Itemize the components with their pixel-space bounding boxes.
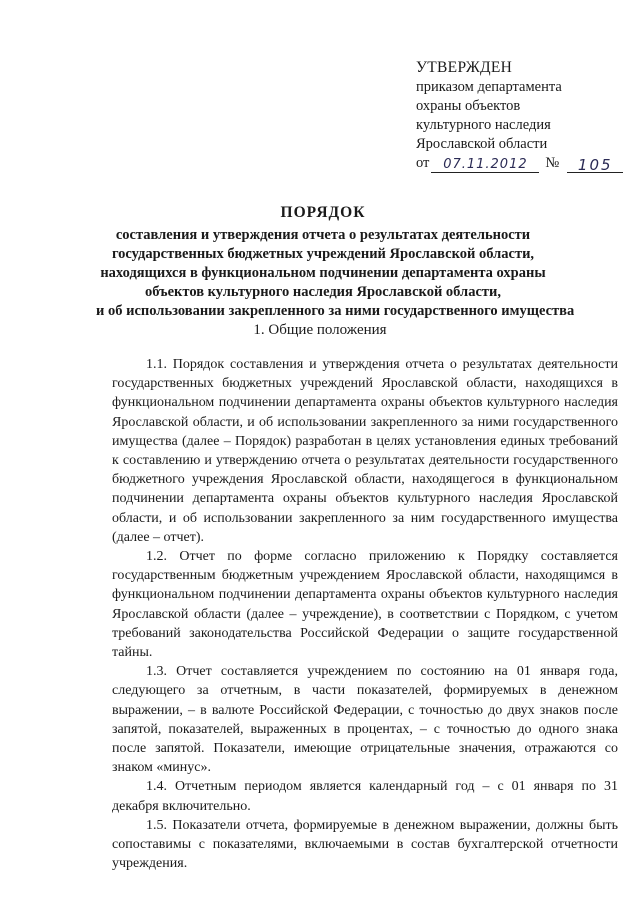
date-prefix: от (416, 155, 430, 171)
approval-line: приказом департамента (416, 79, 562, 95)
title-main: ПОРЯДОК (280, 204, 366, 221)
paragraph: 1.4. Отчетным периодом является календарный год – с 01 января по 31 декабря включительно. (112, 779, 618, 814)
section-heading: 1. Общие положения (253, 322, 387, 338)
title-line: государственных бюджетных учреждений Ярославской области, (111, 246, 535, 262)
title-line: составления и утверждения отчета о результатах деятельности (115, 227, 531, 243)
title-line: и об использовании закрепленного за ними государственного имущества (96, 303, 575, 319)
approval-line: охраны объектов (416, 98, 521, 114)
document-title (96, 203, 575, 321)
approval-line: Ярославской области (416, 136, 548, 152)
approval-stamp (416, 58, 636, 173)
document-body (112, 355, 618, 873)
paragraph: 1.3. Отчет составляется учреждением по состоянию на 01 января года, следующего за отчетным, в части показателей, формируемых в денежном выражении, – в валюте Российской Федерации, с точностью до двух знаков после запятой, показателей, выраженных в процентах, – с точностью до одного знака после запятой. Показатели, имеющие отрицательные значения, отражаются со знаком «минус». (112, 664, 618, 776)
paragraph: 1.1. Порядок составления и утверждения отчета о результатах деятельности государственных бюджетных учреждений Ярославской области, находящихся в функциональном подчинении департамента охраны объектов культурного наследия Ярославской области, и об использовании закрепленного за ними государственного имущества (далее – Порядок) разработан в целях установления единых требований к составлению и утверждению отчета о результатах деятельности государственного бюджетного учреждения Ярославской области, находящегося в функциональном подчинении департамента охраны объектов культурного наследия Ярославской области, и об использовании закрепленного за ним государственного имущества (далее – отчет). (112, 357, 618, 545)
title-line: объектов культурного наследия Ярославской области, (145, 284, 501, 300)
order-date-number-line (416, 154, 636, 173)
handwritten-number: 105 (567, 158, 623, 173)
number-label: № (545, 155, 560, 171)
paragraph: 1.2. Отчет по форме согласно приложению к Порядку составляется государственным бюджетным учреждением Ярославской области, находящимся в функциональном подчинении департамента охраны объектов культурного наследия Ярославской области (далее – учреждение), в соответствии с Порядком, с учетом требований законодательства Российской Федерации о защите государственной тайны. (112, 549, 618, 661)
title-line: находящихся в функциональном подчинении департамента охраны (100, 265, 546, 281)
approval-line: культурного наследия (416, 117, 551, 133)
approval-heading: УТВЕРЖДЕН (416, 59, 513, 76)
handwritten-date: 07.11.2012 (431, 158, 539, 173)
paragraph: 1.5. Показатели отчета, формируемые в денежном выражении, должны быть сопоставимы с показателями, включаемыми в состав бухгалтерской отчетности учреждения. (112, 817, 618, 872)
